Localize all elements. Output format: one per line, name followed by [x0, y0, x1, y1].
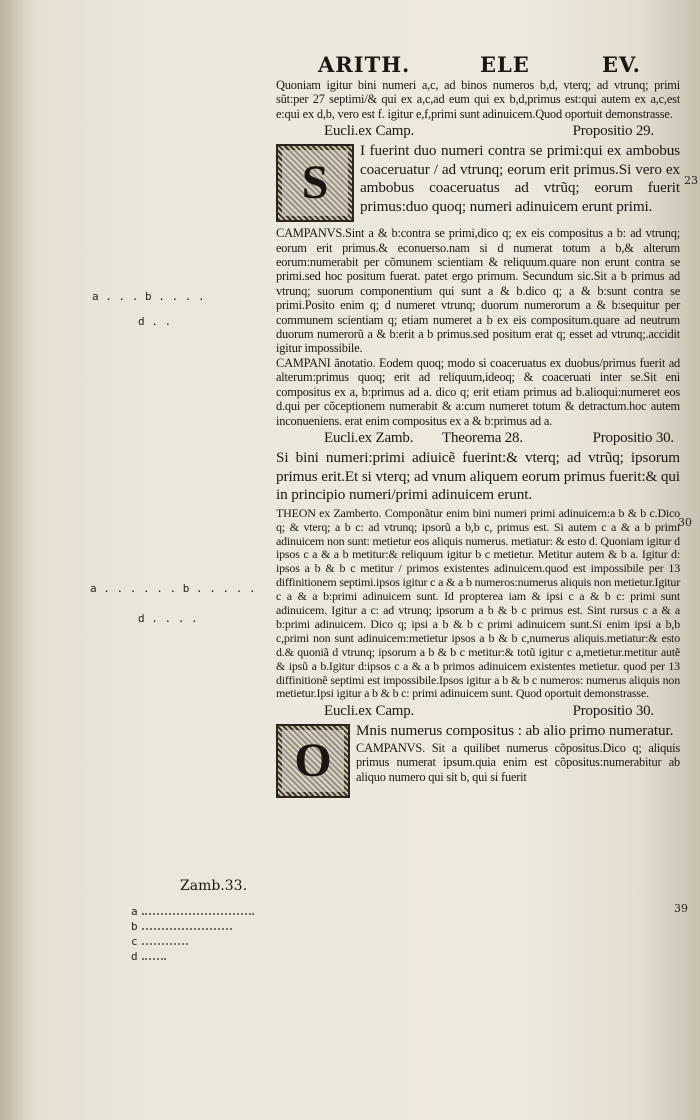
margin-number: 30	[678, 516, 692, 529]
heading-proposition: Propositio 29.	[572, 123, 654, 140]
zamberto-reference: Zamb.33.	[180, 878, 248, 894]
heading-source: Eucli.ex Camp.	[324, 703, 415, 720]
proposition-heading	[276, 702, 680, 722]
heading-source: Eucli.ex Zamb.	[324, 429, 414, 446]
heading-proposition: Propositio 30.	[572, 703, 654, 720]
diagram-label: d	[131, 950, 138, 963]
header-left: ARITH.	[318, 52, 411, 77]
heading-proposition: Propositio 30.	[592, 429, 674, 446]
header-right: EV.	[602, 52, 641, 77]
theorem-heading	[276, 429, 680, 449]
margin-diagram-line: d . . . .	[138, 612, 198, 625]
margin-number: 39	[674, 902, 688, 915]
dotted-segment	[142, 928, 232, 930]
dotted-segment	[142, 913, 254, 915]
main-text-column	[276, 78, 680, 800]
margin-diagram-line: a . . . b . . . .	[92, 290, 205, 303]
margin-number: 23	[684, 174, 698, 187]
theon-commentary: THEON ex Zamberto. Componãtur enim bini numeri primi adinuicem:a b & b c.Dico q; & vterq; a b c: ad vtrunq; ipsorũ a b,b c, primus est. Si autem c a & a b primi adinuicem non sunt: metietur eos aliquis numerus. metiatur: & esto d. Quoniam igitur d ipsos c a & a b metitur:& reliquum igitur b c metietur. Metitur autem & b a. Igitur d: ipsos a b & b c metitur / primos existentes adinuicem.quod est impossibile per 13 diffinitionem septimi.ipsos igitur c a & a b numeros:numerus aliquis non metietur.Igitur c a & a b:primi adinuicem sunt. Id propterea iam & ipsi c a & b c: primi sunt adinuicem. Igitur a c: ad vtrunq; ipsorum a b & b c primus est. Sint rursus c a & a b:primi adinuicem. Dico q; ipsi a b & b c primi adinuicem sunt.Si enim ipsi a b,b c,primi non sunt adinuicem:metietur ipsos a b & b c,numerus aliquis.metiatur:& esto d.& quoniã d vtrunq; ipsorum a b & b c metitur:& totũ igitur c a,metietur.metitur autẽ & ipsũ a b.Igitur d:ipsos c a & a b primos adinuicem existentes metietur. quod per 13 diffinitionẽ septimi est impossibile.Ipsos igitur a b & b c numeros: numerus aliquis non metietur.Ipsi igitur a b & b c: primi adinuicem sunt. Quod oportuit demonstrasse.	[276, 505, 680, 701]
dotted-segment	[142, 958, 166, 960]
decorated-initial: S	[276, 144, 354, 222]
header-center: ELE	[480, 52, 530, 77]
proposition-statement: I fuerint duo numeri contra se primi:qui ex ambobus coaceruatur / ad vtrunq; eorum erit primus.Si vero ex ambobus coaceruatus ad vtrũq; eorum fuerit primus:duo quoq; numeri adinuicem erunt primi.	[360, 142, 680, 215]
continuation-paragraph: Quoniam igitur bini numeri a,c, ad binos numeros b,d, vterq; ad vtrunq; primi sũt:per 27 septimi/& qui ex a,c,ad eum qui ex b,d,primus est:qui autem ex a,c,est e:qui ex d,b, vero est f. igitur e,f,primi sunt adinuicem.Quod oportuit demonstrasse.	[276, 78, 680, 121]
diagram-label: b	[131, 920, 138, 933]
margin-diagram-line: a . . . . . . b . . . . .	[90, 582, 256, 595]
proposition-heading	[276, 122, 680, 142]
binding-gutter	[0, 0, 22, 1120]
campanus-annotation: CAMPANI ãnotatio. Eodem quoq; modo si coaceruatus ex duobus/primus fuerit ad alterum:primus quoq; erit ad reliquum,ideoq; & coaceruati inter se.Sit eni compositus ex a, b:primus ad a. dico q; erit etiam primus ad b.alioqui:numeret eos d.qui per cõceptionem numerabit & a:cum numeret totum & detractum.hoc autem inconueniens. erat enim compositus ex a & b:primus ad a.	[276, 355, 680, 428]
margin-diagram-line: d . .	[138, 315, 172, 328]
heading-theorem: Theorema 28.	[442, 429, 523, 446]
campanus-commentary: CAMPANVS.Sint a & b:contra se primi,dico q; ex eis compositus a b: ad vtrunq; eorum erit primus.& econuerso.nam si d numerat totum a b,& alterum eorum:numerabit per cõmunem scientiam & reliquum.quare non erunt contra se primi.sed hoc positum fuerat. patet ergo primum. Secundum sic.Sit a b primus ad vtrunq; suorum componentium qui sunt a & b.dico q; a & b:sunt contra se primi.Posito enim q; d numeret vtrunq; duorum numerorum a & b:sequitur per communem scientiam q; etiam numeret a b ex eis compositum.quare ad neutrum duorum numerorũ a & b:erit a b primus.sed positum erat q; esset ad vtrunq;.accidit igitur impossibile.	[276, 226, 680, 356]
campanus-commentary: CAMPANVS. Sit a quilibet numerus cõpositus.Dico q; aliquis primus numerat ipsum.quia enim est cõpositus:numerabitur ab aliquo numero qui sit b, qui si fuerit	[356, 740, 680, 784]
decorated-initial: O	[276, 724, 350, 798]
diagram-label: a	[131, 905, 138, 918]
proposition-statement: Mnis numerus compositus : ab alio primo numeratur.	[356, 722, 674, 740]
proposition-statement: Si bini numeri:primi adiuicẽ fuerint:& vterq; ad vtrũq; ipsorum primus erit.Et si vterq; ad vnum aliquem eorum primus fuerit:& qui in principio numeri/primi adinuicem erunt.	[276, 448, 680, 504]
dotted-segment	[142, 943, 188, 945]
diagram-label: c	[131, 935, 138, 948]
heading-source: Eucli.ex Camp.	[324, 123, 415, 140]
